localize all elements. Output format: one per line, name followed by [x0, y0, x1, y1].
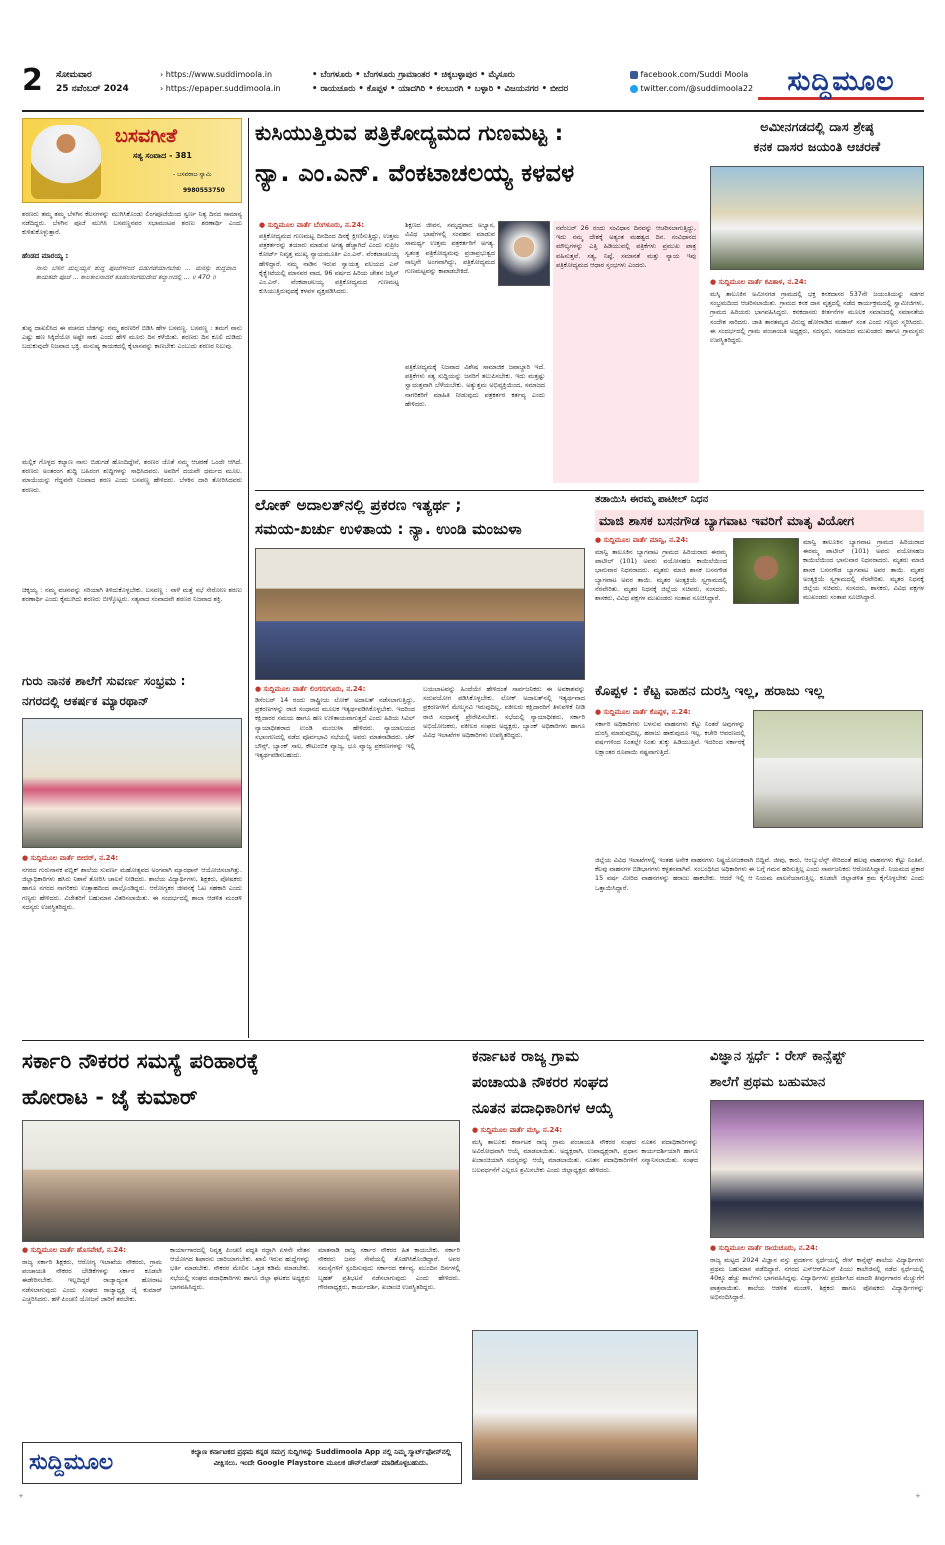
guru-nanak-story	[22, 672, 242, 1036]
guru-body: ನಗರದ ಗುರುನಾನಕ ಪಬ್ಲಿಕ್ ಶಾಲೆಯ ಸುವರ್ಣ ಮಹೋತ್ಸವದ ಅಂಗವಾಗಿ ಮ್ಯಾರಥಾನ್ ಆಯೋಜಿಸಲಾಗಿತ್ತು. ಜಿಲ್ಲಾಧಿಕಾರಿಗಳು ಹಸಿರು ನಿಶಾನೆ ತೋರಿಸಿ ಚಾಲನೆ ನೀಡಿದರು. ಶಾಲೆಯ ವಿದ್ಯಾರ್ಥಿಗಳು, ಶಿಕ್ಷಕರು, ಪೋಷಕರು ಹಾಗೂ ನಗರದ ನಾಗರಿಕರು ಉತ್ಸಾಹದಿಂದ ಪಾಲ್ಗೊಂಡಿದ್ದರು. ಆರೋಗ್ಯಕರ ಜೀವನಕ್ಕೆ ಓಟ ಸಹಕಾರಿ ಎಂದು ಗಣ್ಯರು ಹೇಳಿದರು. ವಿಜೇತರಿಗೆ ಬಹುಮಾನ ವಿತರಿಸಲಾಯಿತು. ಈ ಸಂದರ್ಭದಲ್ಲಿ ಶಾಲಾ ಆಡಳಿತ ಮಂಡಳಿ ಸದಸ್ಯರು ಉಪಸ್ಥಿತರಿದ್ದರು.	[22, 866, 242, 911]
press-meet-photo	[22, 1120, 460, 1242]
lead-byline: ● ಸುದ್ದಿಮೂಲ ವಾರ್ತೆ ಬೆಂಗಳೂರು, ನ.24:	[259, 221, 365, 229]
basava-body-3: ಮಲ್ಲಿಕ ಗೊಳ್ಳದ ಕಲ್ಯಾಣ ನಾನು ಬಿಡುಗಡೆ ಹೊಂದಿದ್ದೇನೆ, ಶರಣರ ಜೊತೆ ನಮ್ಮ ಆಚರಣೆ ಒಂದೇ ಆಗಿದೆ. ಶರಣರು ಅಂತರಂಗ ಶುದ್ಧಿ ಬಹಿರಂಗ ಶುದ್ಧಿಗಳನ್ನು ಸಾಧಿಸಿದವರು. ಅವರಿಗೆ ದಯವೇ ಧರ್ಮದ ಮೂಲ. ಮಾಯೆಯನ್ನು ಗೆದ್ದವನೇ ನಿಜವಾದ ಶರಣ ಎಂದು ಬಸವಣ್ಣ ಹೇಳಿದರು. ಬೆಳಕಿನ ದಾರಿ ತೋರಿಸಿದವರು ಶರಣರು.	[22, 458, 242, 494]
karnataka-story	[472, 1046, 698, 1486]
obit-body-cont: ಮಾನ್ವಿ ತಾಲೂಕಿನ ಬ್ಯಾಗವಾಟ ಗ್ರಾಮದ ಹಿರಿಯರಾದ ಈರಮ್ಮ ಪಾಟೀಲ್ (101) ಅವರು ವಯೋಸಹಜ ಕಾಯಿಲೆಯಿಂದ ಭಾನುವಾರ ನಿಧನರಾದರು. ಮೃತರು ಮಾಜಿ ಶಾಸಕ ಬಸನಗೌಡ ಬ್ಯಾಗವಾಟ ಅವರ ತಾಯಿ. ಮೃತರ ಅಂತ್ಯಕ್ರಿಯೆ ಸ್ವಗ್ರಾಮದಲ್ಲಿ ನೆರವೇರಿತು. ಮೃತರ ನಿಧನಕ್ಕೆ ಜಿಲ್ಲೆಯ ಸಚಿವರು, ಸಂಸದರು, ಶಾಸಕರು, ವಿವಿಧ ಪಕ್ಷಗಳ ಮುಖಂಡರು ಸಂತಾಪ ಸೂಚಿಸಿದ್ದಾರೆ.	[803, 538, 924, 602]
twitter-icon	[630, 85, 638, 93]
koppal-headline: ಕೊಪ್ಪಳ : ಕೆಟ್ಟ ವಾಹನ ದುರಸ್ತಿ ಇಲ್ಲ, ಹರಾಜು ಇಲ್ಲ	[595, 683, 825, 699]
masthead	[22, 64, 924, 108]
newspaper-logo: ಸುದ್ದಿಮೂಲ	[758, 64, 924, 100]
facebook-icon	[630, 71, 638, 79]
epaper-link[interactable]: › https://epaper.suddimoola.in	[160, 84, 281, 93]
karnataka-body: ಮಸ್ಕಿ ತಾಲೂಕು ಕರ್ನಾಟಕ ರಾಜ್ಯ ಗ್ರಾಮ ಪಂಚಾಯತಿ ನೌಕರರ ಸಂಘದ ನೂತನ ಪದಾಧಿಕಾರಿಗಳನ್ನು ಅವಿರೋಧವಾಗಿ ಆಯ್ಕೆ ಮಾಡಲಾಯಿತು. ಅಧ್ಯಕ್ಷರಾಗಿ, ಉಪಾಧ್ಯಕ್ಷರಾಗಿ, ಪ್ರಧಾನ ಕಾರ್ಯದರ್ಶಿಯಾಗಿ ಹಾಗೂ ಖಜಾಂಚಿಯಾಗಿ ಸದಸ್ಯರನ್ನು ಆಯ್ಕೆ ಮಾಡಲಾಯಿತು. ನೂತನ ಪದಾಧಿಕಾರಿಗಳಿಗೆ ಸನ್ಮಾನಿಸಲಾಯಿತು. ಸಂಘದ ಬಲವರ್ಧನೆಗೆ ಎಲ್ಲರೂ ಶ್ರಮಿಸಬೇಕು ಎಂದು ಜಿಲ್ಲಾಧ್ಯಕ್ಷರು ಹೇಳಿದರು.	[472, 1138, 698, 1174]
lead-col-3: ಶಿಕ್ಷಣದ ಜೀವನ, ಸಮೃದ್ಧವಾದ ಅಭ್ಯಾಸ, ವಿವಿಧ ಭಾಷೆಗಳಲ್ಲಿ ಸಂವಹನ ಮಾಡುವ ಸಾಮರ್ಥ್ಯ ಉತ್ತಮ ಪತ್ರಕರ್ತರಿಗೆ ಅಗತ್ಯ. ಸ್ವತಂತ್ರ ಪತ್ರಿಕೋದ್ಯಮವು ಪ್ರಜಾಪ್ರಭುತ್ವದ ನಾಲ್ಕನೇ ಅಂಗವಾಗಿದ್ದು, ಪತ್ರಿಕೋದ್ಯಮದ ಗುಣಮಟ್ಟವನ್ನು ಕಾಪಾಡಬೇಕಿದೆ.	[405, 221, 495, 276]
vijnana-headline-1: ವಿಜ್ಞಾನ ಸ್ಪರ್ಧೆ : ರೇಸ್ ಕಾನ್ಸೆಪ್ಟ್	[710, 1049, 846, 1064]
office-bearers-photo	[472, 1330, 698, 1480]
page-number: 2	[22, 63, 43, 98]
dasa-story	[710, 118, 924, 488]
koppal-body-2: ಜಿಲ್ಲೆಯ ವಿವಿಧ ಇಲಾಖೆಗಳಲ್ಲಿ ಇಂತಹ ಅನೇಕ ವಾಹನಗಳು ನಿಷ್ಪ್ರಯೋಜಕವಾಗಿ ಬಿದ್ದಿವೆ. ಜೀಪು, ಕಾರು, ಆಂಬ್ಯುಲೆನ್ಸ್ ಸೇರಿದಂತೆ ಹಲವು ವಾಹನಗಳು ಕೆಟ್ಟು ನಿಂತಿವೆ. ಕೆಲವು ವಾಹನಗಳ ಬಿಡಿಭಾಗಗಳು ಕಳ್ಳತನವಾಗಿವೆ. ಸಂಬಂಧಿಸಿದ ಅಧಿಕಾರಿಗಳು ಈ ಬಗ್ಗೆ ಗಮನ ಹರಿಸುತ್ತಿಲ್ಲ ಎಂದು ಸಾರ್ವಜನಿಕರು ಆರೋಪಿಸಿದ್ದಾರೆ. ನಿಯಮದ ಪ್ರಕಾರ 15 ವರ್ಷ ಮೀರಿದ ವಾಹನಗಳನ್ನು ಹರಾಜು ಹಾಕಬೇಕು. ಆದರೆ ಇಲ್ಲಿ ಆ ನಿಯಮ ಪಾಲನೆಯಾಗುತ್ತಿಲ್ಲ. ಕೂಡಲೇ ಜಿಲ್ಲಾಡಳಿತ ಕ್ರಮ ಕೈಗೊಳ್ಳಬೇಕು ಎಂದು ಒತ್ತಾಯಿಸಿದ್ದಾರೆ.	[595, 856, 924, 892]
basava-vachana: ನಾನು ಬೆಸನೆ ಮಲ್ಲಯ್ಯನ ಶುದ್ಧ ಪೂಜೆಗಳಿಂದ ಬಿಡುಗಡೆಯಾಗಬೇಕು ... ಮನಸ್ಸು ಶುದ್ಧವಾದ ಕಾಯಕವೇ ಪೂಜೆ ... ಕಾಲಕಾಲನಾದರೆ ಕೂಡಲಸಂಗಮದೇವ ಕಲ್ಯಾಣದಲ್ಲಿ ... ॥ 470 ॥	[36, 264, 236, 282]
lok-byline: ● ಸುದ್ದಿಮೂಲ ವಾರ್ತೆ ಲಿಂಗಸುಗೂರು, ನ.24:	[255, 685, 366, 693]
lok-adalat-meeting-photo	[255, 548, 585, 680]
dasa-headline-2: ಕನಕ ದಾಸರ ಜಯಂತಿ ಆಚರಣೆ	[753, 139, 881, 154]
basava-banner	[22, 118, 242, 203]
koppal-story	[595, 680, 924, 1034]
sarkari-col-3: ಮಾತನಾಡಿ ರಾಜ್ಯ ಸರ್ಕಾರ ನೌಕರರ ಹಿತ ಕಾಯಬೇಕು. ಸರ್ಕಾರಿ ನೌಕರರು ಜನರ ಸೇವೆಯಲ್ಲಿ ತೊಡಗಿಸಿಕೊಂಡಿದ್ದಾರೆ. ಅವರ ಸಮಸ್ಯೆಗಳಿಗೆ ಸ್ಪಂದಿಸುವುದು ಸರ್ಕಾರದ ಕರ್ತವ್ಯ. ಮುಂದಿನ ದಿನಗಳಲ್ಲಿ ಬೃಹತ್ ಪ್ರತಿಭಟನೆ ನಡೆಸಲಾಗುವುದು ಎಂದು ಹೇಳಿದರು. ಗೌರವಾಧ್ಯಕ್ಷರು, ಕಾರ್ಯದರ್ಶಿ, ಖಜಾಂಚಿ ಉಪಸ್ಥಿತರಿದ್ದರು.	[318, 1246, 460, 1291]
dasa-body: ಮಸ್ಕಿ ತಾಲೂಕಿನ ಅಮೀನಗಡ ಗ್ರಾಮದಲ್ಲಿ ಭಕ್ತ ಕನಕದಾಸರ 537ನೇ ಜಯಂತಿಯನ್ನು ಸಡಗರ ಸಂಭ್ರಮದಿಂದ ಆಚರಿಸಲಾಯಿತು. ಗ್ರಾಮದ ಕನಕ ದಾಸ ವೃತ್ತದಲ್ಲಿ ನಡೆದ ಕಾರ್ಯಕ್ರಮದಲ್ಲಿ ಸ್ವಾಮೀಜಿಗಳು, ಗ್ರಾಮದ ಹಿರಿಯರು ಭಾಗವಹಿಸಿದ್ದರು. ಕನಕದಾಸರು ಕೀರ್ತನೆಗಳ ಮೂಲಕ ಸಮಾಜದಲ್ಲಿ ಸಮಾನತೆಯ ಸಂದೇಶ ಸಾರಿದರು. ಜಾತಿ ತಾರತಮ್ಯದ ವಿರುದ್ಧ ಹೋರಾಡಿದ ಮಹಾನ್ ಸಂತ ಎಂದು ಗಣ್ಯರು ಸ್ಮರಿಸಿದರು. ಈ ಸಂದರ್ಭದಲ್ಲಿ ಗ್ರಾಮ ಪಂಚಾಯತಿ ಅಧ್ಯಕ್ಷರು, ಸದಸ್ಯರು, ಸಮಾಜದ ಮುಖಂಡರು ಹಾಗೂ ಗ್ರಾಮಸ್ಥರು ಉಪಸ್ಥಿತರಿದ್ದರು.	[710, 290, 924, 345]
lok-headline-2: ಸಮಯ-ಖರ್ಚು ಉಳಿತಾಯ : ನ್ಯಾ. ಉಂಡಿ ಮಂಜುಳಾ	[255, 520, 522, 538]
vijnana-body: ರಾಜ್ಯ ಮಟ್ಟದ 2024 ವಿಜ್ಞಾನ ವಸ್ತು ಪ್ರದರ್ಶನ ಸ್ಪರ್ಧೆಯಲ್ಲಿ ರೇಸ್ ಕಾನ್ಸೆಪ್ಟ್ ಶಾಲೆಯ ವಿದ್ಯಾರ್ಥಿಗಳು ಪ್ರಥಮ ಬಹುಮಾನ ಪಡೆದಿದ್ದಾರೆ. ನಗರದ ಎಸ್‌ಆರ್‌ಪಿಎಸ್ ಪಿಯು ಕಾಲೇಜಿನಲ್ಲಿ ನಡೆದ ಸ್ಪರ್ಧೆಯಲ್ಲಿ 40ಕ್ಕೂ ಹೆಚ್ಚು ಶಾಲೆಗಳು ಭಾಗವಹಿಸಿದ್ದವು. ವಿದ್ಯಾರ್ಥಿಗಳು ಪ್ರದರ್ಶಿಸಿದ ಮಾದರಿ ತೀರ್ಪುಗಾರರ ಮೆಚ್ಚುಗೆಗೆ ಪಾತ್ರವಾಯಿತು. ಶಾಲೆಯ ಆಡಳಿತ ಮಂಡಳಿ, ಶಿಕ್ಷಕರು ಹಾಗೂ ಪೋಷಕರು ವಿದ್ಯಾರ್ಥಿಗಳನ್ನು ಅಭಿನಂದಿಸಿದ್ದಾರೆ.	[710, 1256, 924, 1301]
vijnana-byline: ● ಸುದ್ದಿಮೂಲ ವಾರ್ತೆ ರಾಯಚೂರು, ನ.24:	[710, 1244, 818, 1252]
registration-mark: +	[18, 1492, 24, 1500]
masthead-day: ಸೋಮವಾರ	[56, 70, 92, 80]
basava-body-2: ತುಪ್ಪ ದಾಖಲಿಸಿದ ಈ ವಚನದ ಬೆಡಗನ್ನು ನಮ್ಮ ಶರಣರಿಗೆ ಬಿಡಿಸಿ ಹೇಳ ಬಸವಣ್ಣ. ಬಸವಣ್ಣ : ತಮಗೆ ನಾನು ಎಷ್ಟು ಹಣ ಸಿಕ್ಕಿದೆಯೋ ಅಷ್ಟೇ ಸಾಕು ಎಂದು ಹೇಳಿ ಮೂರು ದಿನ ಕಳೆಯಿತು. ಶರಣರು ದಿನ ಕೂಲಿ ದುಡಿದು ಬದುಕುವುದೇ ನಿಜವಾದ ಭಕ್ತಿ. ಮನುಷ್ಯ ಕಾಯಕದಲ್ಲಿ ಕೈಲಾಸವನ್ನು ಕಾಣಬೇಕು ಎಂಬುದು ಶರಣರ ನಿಲುವು.	[22, 324, 242, 351]
karnataka-byline: ● ಸುದ್ದಿಮೂಲ ವಾರ್ತೆ ಮಸ್ಕಿ, ನ.24:	[472, 1126, 562, 1134]
registration-mark: +	[915, 1492, 921, 1500]
basava-title: ಬಸವಗೀತೆ	[115, 125, 177, 147]
twitter-link[interactable]: twitter.com/@suddimoola22	[630, 84, 753, 93]
column-divider	[248, 118, 249, 1038]
karnataka-headline-3: ನೂತನ ಪದಾಧಿಕಾರಿಗಳ ಆಯ್ಕೆ	[472, 1101, 614, 1117]
sarkari-story	[22, 1046, 462, 1436]
sarkari-byline: ● ಸುದ್ದಿಮೂಲ ವಾರ್ತೆ ಹೊಸಪೇಟೆ, ನ.24:	[22, 1246, 126, 1254]
vijnana-headline-2: ಶಾಲೆಗೆ ಪ್ರಥಮ ಬಹುಮಾನ	[710, 1075, 826, 1090]
obituary-story	[595, 494, 924, 672]
lead-headline-2: ನ್ಯಾ. ಎಂ.ಎನ್. ವೆಂಕಟಾಚಲಯ್ಯ ಕಳವಳ	[255, 159, 575, 187]
guru-headline-2: ನಗರದಲ್ಲಿ ಆಕರ್ಷಕ ಮ್ಯಾರಥಾನ್	[22, 694, 149, 708]
basava-phone: 9980553750	[183, 187, 225, 194]
basava-subtitle: ಸತ್ಯ ಸಂವಾದ - 381	[133, 151, 192, 160]
sarkari-col-1: ರಾಜ್ಯ ಸರ್ಕಾರಿ ಶಿಕ್ಷಕರು, ಆರೋಗ್ಯ ಇಲಾಖೆಯ ನೌಕರರು, ಗ್ರಾಮ ಪಂಚಾಯತಿ ನೌಕರರ ಬೇಡಿಕೆಗಳನ್ನು ಸರ್ಕಾರ ಕೂಡಲೇ ಈಡೇರಿಸಬೇಕು. ಇಲ್ಲದಿದ್ದರೆ ರಾಜ್ಯಾದ್ಯಂತ ಹೋರಾಟ ನಡೆಸಲಾಗುವುದು ಎಂದು ಸಂಘದ ರಾಜ್ಯಾಧ್ಯಕ್ಷ ಜೈ ಕುಮಾರ್ ಎಚ್ಚರಿಸಿದರು. ಹಳೆ ಪಿಂಚಣಿ ಯೋಜನೆ ಜಾರಿಗೆ ತರಬೇಕು.	[22, 1258, 162, 1303]
masthead-date: 25 ನವೆಂಬರ್ 2024	[56, 84, 129, 94]
obit-body: ಮಾನ್ವಿ ತಾಲೂಕಿನ ಬ್ಯಾಗವಾಟ ಗ್ರಾಮದ ಹಿರಿಯರಾದ ಈರಮ್ಮ ಪಾಟೀಲ್ (101) ಅವರು ವಯೋಸಹಜ ಕಾಯಿಲೆಯಿಂದ ಭಾನುವಾರ ನಿಧನರಾದರು. ಮೃತರು ಮಾಜಿ ಶಾಸಕ ಬಸನಗೌಡ ಬ್ಯಾಗವಾಟ ಅವರ ತಾಯಿ. ಮೃತರ ಅಂತ್ಯಕ್ರಿಯೆ ಸ್ವಗ್ರಾಮದಲ್ಲಿ ನೆರವೇರಿತು. ಮೃತರ ನಿಧನಕ್ಕೆ ಜಿಲ್ಲೆಯ ಸಚಿವರು, ಸಂಸದರು, ಶಾಸಕರು, ವಿವಿಧ ಪಕ್ಷಗಳ ಮುಖಂಡರು ಸಂತಾಪ ಸೂಚಿಸಿದ್ದಾರೆ.	[595, 548, 727, 603]
guru-headline-1: ಗುರು ನಾನಕ ಶಾಲೆಗೆ ಸುವರ್ಣ ಸಂಭ್ರಮ :	[22, 674, 186, 688]
guru-byline: ● ಸುದ್ದಿಮೂಲ ವಾರ್ತೆ ಬೀದರ್, ನ.24:	[22, 854, 119, 862]
lead-headline-1: ಕುಸಿಯುತ್ತಿರುವ ಪತ್ರಿಕೋದ್ಯಮದ ಗುಣಮಟ್ಟ :	[255, 121, 564, 145]
obit-kicker: ತಡಾಯಿಸಿ ಈರಮ್ಮ ಪಾಟೀಲ್ ನಿಧನ	[595, 494, 709, 505]
chevron-right-icon: ›	[160, 84, 164, 93]
masthead-divider	[22, 110, 924, 112]
obit-headline: ಮಾಜಿ ಶಾಸಕ ಬಸನಗೌಡ ಬ್ಯಾಗವಾಟ ಇವರಿಗೆ ಮಾತೃ ವಿಯೋಗ	[595, 510, 924, 532]
footer-ad[interactable]	[22, 1442, 462, 1484]
justice-portrait-photo	[498, 221, 550, 286]
abandoned-jeep-photo	[753, 710, 923, 828]
karnataka-headline-1: ಕರ್ನಾಟಕ ರಾಜ್ಯ ಗ್ರಾಮ	[472, 1049, 580, 1065]
lok-adalat-story	[255, 494, 587, 1034]
dasa-headline-1: ಅಮೀನಗಡದಲ್ಲಿ ದಾಸ ಶ್ರೇಷ್ಠ	[760, 119, 874, 134]
lead-divider	[255, 490, 924, 491]
cities-row-2: • ರಾಯಚೂರು • ಕೊಪ್ಪಳ • ಯಾದಗಿರಿ • ಕಲಬುರಗಿ • ಬಳ್ಳಾರಿ • ವಿಜಯನಗರ • ಬೀದರ	[312, 84, 569, 94]
sarkari-headline-1: ಸರ್ಕಾರಿ ನೌಕರರ ಸಮಸ್ಯೆ ಪರಿಹಾರಕ್ಕೆ	[22, 1049, 259, 1073]
basava-section	[22, 118, 242, 663]
obituary-portrait-photo	[733, 538, 799, 604]
footer-ad-text: ಕಲ್ಯಾಣ ಕರ್ನಾಟಕದ ಪ್ರಥಮ ಕನ್ನಡ ಸಮಗ್ರ ಸುದ್ದಿಗಳನ್ನು Suddimoola App ನಲ್ಲಿ ನಿಮ್ಮ ಸ್ಮಾರ್ಟ್‌ಫೋನ್‌ನಲ್ಲಿ ವೀಕ್ಷಿಸಲು. ಇಂದೇ Google Playstore ಮೂಲಕ ಡೌನ್‌ಲೋಡ್ ಮಾಡಿಕೊಳ್ಳಬಹುದು.	[191, 1448, 451, 1467]
karnataka-headline-2: ಪಂಚಾಯತಿ ನೌಕರರ ಸಂಘದ	[472, 1075, 609, 1091]
sarkari-col-2: ಕಾರ್ಯಾಗಾರದಲ್ಲಿ ನಿವೃತ್ತ ಪಿಂಚಣಿ ಪದ್ಧತಿ ರದ್ದಾಗಿ ಏಳನೇ ವೇತನ ಆಯೋಗದ ಶಿಫಾರಸು ಜಾರಿಯಾಗಬೇಕು. ಖಾಲಿ ಇರುವ ಹುದ್ದೆಗಳನ್ನು ಭರ್ತಿ ಮಾಡಬೇಕು. ನೌಕರರ ಮೇಲಿನ ಒತ್ತಡ ಕಡಿಮೆ ಮಾಡಬೇಕು. ಸಭೆಯಲ್ಲಿ ಸಂಘದ ಪದಾಧಿಕಾರಿಗಳು ಹಾಗೂ ಜಿಲ್ಲಾ ಘಟಕದ ಅಧ್ಯಕ್ಷರು ಭಾಗವಹಿಸಿದ್ದರು.	[170, 1246, 310, 1291]
facebook-link[interactable]: facebook.com/Suddi Moola	[630, 70, 748, 79]
chevron-right-icon: ›	[160, 70, 164, 79]
koppal-byline: ● ಸುದ್ದಿಮೂಲ ವಾರ್ತೆ ಕೊಪ್ಪಳ, ನ.24:	[595, 708, 691, 716]
basava-intro: ಶರಣರು ತಮ್ಮ ತಮ್ಮ ಬೆಳಗಿನ ಕೆಲಸಗಳನ್ನು ಮುಗಿಸಿಕೊಂಡು ಲಿಂಗಪೂಜೆಯಿಂದ ಸ್ವರ್ಣ ನಿತ್ಯ ದಿನದ ಸಾಮಾನ್ಯ ನಡೆದಿದ್ದರು. ಬೆಳಗಿನ ಪೂಜೆ ಮುಗಿಸಿ ಬಸವಣ್ಣನವರ ಸಭಾಮಂಟಪ ಶರಣು ಶರಣಾರ್ಥಿ ಎಂದು ಕುಳಿತುಕೊಳ್ಳುತ್ತಾರೆ.	[22, 210, 242, 237]
lead-story	[255, 118, 701, 488]
website-link[interactable]: › https://www.suddimoola.in	[160, 70, 273, 79]
cities-row-1: • ಬೆಂಗಳೂರು • ಬೆಂಗಳೂರು ಗ್ರಾಮಾಂತರ • ಚಿಕ್ಕಬಳ್ಳಾಪುರ • ಮೈಸೂರು	[312, 70, 515, 80]
science-winners-photo	[710, 1100, 924, 1238]
obit-byline: ● ಸುದ್ದಿಮೂಲ ವಾರ್ತೆ ಮಾನ್ವಿ, ನ.24:	[595, 536, 689, 544]
marathon-photo	[22, 718, 242, 848]
lead-col-1: ಪತ್ರಿಕೋದ್ಯಮದ ಗುಣಮಟ್ಟ ದಿನದಿಂದ ದಿನಕ್ಕೆ ಕ್ಷೀಣಿಸುತ್ತಿದ್ದು, ಉತ್ತಮ ಪತ್ರಕರ್ತರನ್ನು ತಯಾರು ಮಾಡುವ ಅಗತ್ಯ ಹೆಚ್ಚಾಗಿದೆ ಎಂದು ಸುಪ್ರೀಂ ಕೋರ್ಟ್ ನಿವೃತ್ತ ಮುಖ್ಯ ನ್ಯಾಯಮೂರ್ತಿ ಎಂ.ಎನ್. ವೆಂಕಟಾಚಲಯ್ಯ ಹೇಳಿದ್ದಾರೆ. ನಮ್ಮ ನಾಡಿನ ಇರುವ ಸ್ವಾಯತ್ತ ವಲಯದ ಎಸ್ ಕೈಕ್ಸ್ಪೇಟೆಯಲ್ಲಿ ಮಾನವರ ವಾದ, 96 ವರ್ಷದ ಹಿರಿಯ ಚೇತನ ಜಸ್ಟಿಸ್ ಎಂ.ಎನ್. ವೆಂಕಟಾಚಲಯ್ಯ ಪತ್ರಿಕೋದ್ಯಮದ ಗುಣಮಟ್ಟ ಕುಸಿಯುತ್ತಿರುವುದಕ್ಕೆ ಕಳವಳ ವ್ಯಕ್ತಪಡಿಸಿದರು.	[259, 232, 399, 296]
vijnana-story	[710, 1046, 924, 1486]
basava-body-4: ಚಿಕ್ಕಯ್ಯ : ನಮ್ಮ ವಚನವನ್ನು ಸರಿಯಾಗಿ ತಿಳಿದುಕೊಳ್ಳಬೇಕು. ಬಸವಣ್ಣ : ನಾಳೆ ಮತ್ತೆ ಸಭೆ ಸೇರೋಣ ಶರಣು ಶರಣಾರ್ಥಿ ಎಂದು ಕೈಮುಗಿದು ಶರಣರು ಬೀಳ್ಕೊಟ್ಟರು. ಸತ್ಯವಾದ ಸಂವಾದವೇ ಶರಣರ ನಿಜವಾದ ಶಕ್ತಿ.	[22, 586, 242, 604]
basava-author: - ಬಸವರಾಜ ಸ್ವಾಮಿ	[173, 171, 212, 178]
footer-logo: ಸುದ್ದಿಮೂಲ	[29, 1450, 114, 1475]
lok-col-1: ಡಿಸೆಂಬರ್ 14 ರಂದು ರಾಷ್ಟ್ರೀಯ ಲೋಕ್ ಅದಾಲತ್ ನಡೆಸಲಾಗುತ್ತಿದ್ದು, ಪ್ರಕರಣಗಳನ್ನು ರಾಜಿ ಸಂಧಾನದ ಮೂಲಕ ಇತ್ಯರ್ಥಪಡಿಸಿಕೊಳ್ಳಬೇಕು. ಇದರಿಂದ ಕಕ್ಷಿದಾರರ ಸಮಯ ಹಾಗೂ ಹಣ ಉಳಿತಾಯವಾಗುತ್ತದೆ ಎಂದು ಹಿರಿಯ ಸಿವಿಲ್ ನ್ಯಾಯಾಧೀಶರಾದ ಉಂಡಿ ಮಂಜುಳಾ ಹೇಳಿದರು. ನ್ಯಾಯಾಲಯದ ಸಭಾಂಗಣದಲ್ಲಿ ನಡೆದ ಪೂರ್ವಭಾವಿ ಸಭೆಯಲ್ಲಿ ಅವರು ಮಾತನಾಡಿದರು. ಚೆಕ್ ಬೌನ್ಸ್, ಬ್ಯಾಂಕ್ ಸಾಲ, ಕೌಟುಂಬಿಕ ವ್ಯಾಜ್ಯ, ಭೂ ವ್ಯಾಜ್ಯ ಪ್ರಕರಣಗಳನ್ನು ಇಲ್ಲಿ ಇತ್ಯರ್ಥಪಡಿಸಬಹುದು.	[255, 696, 415, 760]
lok-headline-1: ಲೋಕ್ ಅದಾಲತ್‌ನಲ್ಲಿ ಪ್ರಕರಣ ಇತ್ಯರ್ಥ ;	[255, 496, 462, 514]
dasa-byline: ● ಸುದ್ದಿಮೂಲ ವಾರ್ತೆ ಕವಿತಾಳ, ನ.24:	[710, 278, 807, 286]
basava-subhead: ಹೆಂಡದ ಮಾರಯ್ಯ :	[22, 252, 69, 260]
dasa-jayanti-photo	[710, 166, 924, 270]
lead-col-2: ಪತ್ರಿಕೋದ್ಯಮಕ್ಕೆ ನಿಜವಾದ ವಿಶೇಷ ಸಾಮಾಜಿಕ ಜವಾಬ್ದಾರಿ ಇದೆ. ಪತ್ರಿಕೆಗಳು ಸತ್ಯ ಸುದ್ದಿಯನ್ನು ಜನರಿಗೆ ತಲುಪಿಸಬೇಕು. ಇದು ಮತ್ತಷ್ಟು ಸ್ವಾಯತ್ತವಾಗಿ ಬೆಳೆಯಬೇಕು. ಅತ್ಯುತ್ತಮ ಅಭಿವ್ಯಕ್ತಿಯಿಂದ, ಸಮಾಜದ ನಾಗರಿಕರಿಗೆ ಮಾಹಿತಿ ನೀಡುವುದು ಪತ್ರಕರ್ತರ ಕರ್ತವ್ಯ ಎಂದು ಹೇಳಿದರು.	[405, 363, 545, 408]
lower-section-divider	[22, 1040, 924, 1041]
sarkari-headline-2: ಹೋರಾಟ - ಜೈ ಕುಮಾರ್	[22, 1085, 198, 1109]
saint-illustration	[31, 125, 101, 199]
lok-col-2: ಬಯಲಾಟವನ್ನು ಹಿಂದೆಯೇ ಹೇಳಿದಂತೆ ಸಾರ್ವಜನಿಕರು ಈ ಅವಕಾಶವನ್ನು ಸದುಪಯೋಗ ಪಡಿಸಿಕೊಳ್ಳಬೇಕು. ಲೋಕ್ ಅದಾಲತ್‌ನಲ್ಲಿ ಇತ್ಯರ್ಥವಾದ ಪ್ರಕರಣಗಳಿಗೆ ಮೇಲ್ಮನವಿ ಇರುವುದಿಲ್ಲ. ವಕೀಲರು ಕಕ್ಷಿದಾರರಿಗೆ ತಿಳುವಳಿಕೆ ನೀಡಿ ರಾಜಿ ಸಂಧಾನಕ್ಕೆ ಪ್ರೇರೇಪಿಸಬೇಕು. ಸಭೆಯಲ್ಲಿ ನ್ಯಾಯಾಧೀಶರು, ಸರ್ಕಾರಿ ಅಭಿಯೋಜಕರು, ವಕೀಲರ ಸಂಘದ ಅಧ್ಯಕ್ಷರು, ಬ್ಯಾಂಕ್ ಅಧಿಕಾರಿಗಳು ಹಾಗೂ ವಿವಿಧ ಇಲಾಖೆಗಳ ಅಧಿಕಾರಿಗಳು ಉಪಸ್ಥಿತರಿದ್ದರು.	[423, 685, 585, 740]
koppal-body-1: ಸರ್ಕಾರಿ ಅಧಿಕಾರಿಗಳು ಬಳಸುವ ವಾಹನಗಳು ಕೆಟ್ಟು ನಿಂತರೆ ಅವುಗಳನ್ನು ದುರಸ್ತಿ ಮಾಡುವುದಿಲ್ಲ, ಹರಾಜು ಹಾಕುವುದೂ ಇಲ್ಲ. ಕಚೇರಿ ಆವರಣದಲ್ಲಿ ವರ್ಷಗಳಿಂದ ನಿಂತಲ್ಲೇ ನಿಂತು ತುಕ್ಕು ಹಿಡಿಯುತ್ತಿವೆ. ಇದರಿಂದ ಸರ್ಕಾರಕ್ಕೆ ಲಕ್ಷಾಂತರ ರೂಪಾಯಿ ನಷ್ಟವಾಗುತ್ತಿದೆ.	[595, 720, 745, 756]
lead-col-4: ನವೆಂಬರ್ 26 ರಂದು ಸಂವಿಧಾನ ದಿನವನ್ನು ಆಚರಿಸಲಾಗುತ್ತಿದ್ದು, ಇದು ನಮ್ಮ ದೇಶಕ್ಕೆ ಅತ್ಯಂತ ಮಹತ್ವದ ದಿನ. ಸಂವಿಧಾನದ ಮೌಲ್ಯಗಳನ್ನು ಎತ್ತಿ ಹಿಡಿಯುವಲ್ಲಿ ಪತ್ರಿಕೆಗಳು ಪ್ರಮುಖ ಪಾತ್ರ ವಹಿಸುತ್ತವೆ. ಸತ್ಯ, ನಿಷ್ಠೆ, ಸಮಾನತೆ ಮತ್ತು ನ್ಯಾಯ ಇವು ಪತ್ರಿಕೋದ್ಯಮದ ಆಧಾರ ಸ್ತಂಭಗಳು ಎಂದರು.	[553, 221, 699, 483]
